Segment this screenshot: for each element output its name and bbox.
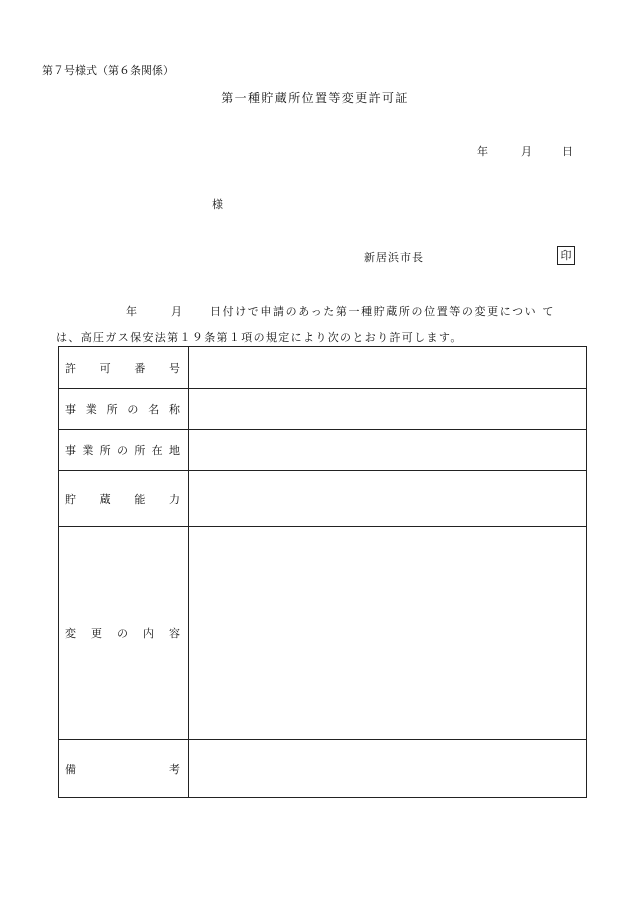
row-label-change-details	[59, 527, 189, 740]
row-value-change-details	[189, 527, 587, 740]
body-year-label: 年	[126, 305, 137, 318]
row-label-char: 所	[99, 444, 111, 457]
row-label-char: の	[116, 444, 128, 457]
table-row-remarks	[59, 740, 587, 798]
table-row-business-name	[59, 389, 587, 430]
table-row-storage-capacity	[59, 471, 587, 527]
row-label-char: 容	[169, 627, 180, 640]
row-label-char: 所	[106, 403, 118, 416]
row-label-char: 許	[65, 361, 76, 375]
seal-mark: 印	[557, 246, 575, 265]
body-text-line-2: は、高圧ガス保安法第１９条第１項の規定により次のとおり許可します。	[56, 331, 463, 344]
row-label-char: 名	[148, 403, 160, 416]
row-label-remarks	[59, 740, 189, 798]
issuer-name: 新居浜市長	[364, 251, 424, 264]
row-value-storage-capacity	[189, 471, 587, 527]
row-label-char: 更	[91, 627, 102, 640]
row-label-char: 事	[65, 444, 76, 457]
row-value-business-name	[189, 389, 587, 430]
row-label-business-name	[59, 389, 189, 430]
row-label-storage-capacity	[59, 471, 189, 527]
row-label-char: 所	[134, 444, 146, 457]
row-label-char: 業	[85, 403, 97, 416]
row-label-char: 備	[65, 762, 76, 776]
row-label-char: 蔵	[99, 492, 111, 506]
row-label-char: 号	[168, 361, 180, 375]
row-label-char: 内	[143, 627, 154, 640]
row-label-char: の	[127, 403, 139, 416]
date-day-label: 日	[562, 145, 573, 158]
row-label-business-address	[59, 430, 189, 471]
row-label-char: 力	[168, 492, 180, 506]
recipient-honorific: 様	[212, 198, 223, 211]
row-label-char: 事	[65, 403, 76, 416]
date-month-label: 月	[521, 145, 532, 158]
row-label-char: 変	[65, 627, 76, 640]
document-title: 第一種貯蔵所位置等変更許可証	[221, 91, 409, 105]
row-label-char: 能	[134, 492, 146, 506]
row-label-char: の	[117, 627, 128, 640]
permit-details-table	[58, 346, 587, 798]
row-label-char: 可	[99, 361, 111, 375]
body-text-line-1: 日付けで申請のあった第一種貯蔵所の位置等の変更につい て	[210, 305, 555, 318]
table-row-business-address	[59, 430, 587, 471]
row-value-remarks	[189, 740, 587, 798]
row-label-char: 番	[134, 361, 146, 375]
form-number: 第７号様式（第６条関係）	[42, 64, 174, 77]
row-value-permit-number	[189, 347, 587, 389]
body-month-label: 月	[171, 305, 182, 318]
row-label-char: 業	[82, 444, 94, 457]
table-row-change-details	[59, 527, 587, 740]
row-value-business-address	[189, 430, 587, 471]
row-label-char: 地	[168, 444, 180, 457]
date-year-label: 年	[477, 145, 488, 158]
row-label-char: 考	[169, 762, 180, 776]
row-label-char: 貯	[65, 492, 76, 506]
row-label-char: 称	[168, 403, 180, 416]
table-row-permit-number	[59, 347, 587, 389]
row-label-char: 在	[151, 444, 163, 457]
row-label-permit-number	[59, 347, 189, 389]
